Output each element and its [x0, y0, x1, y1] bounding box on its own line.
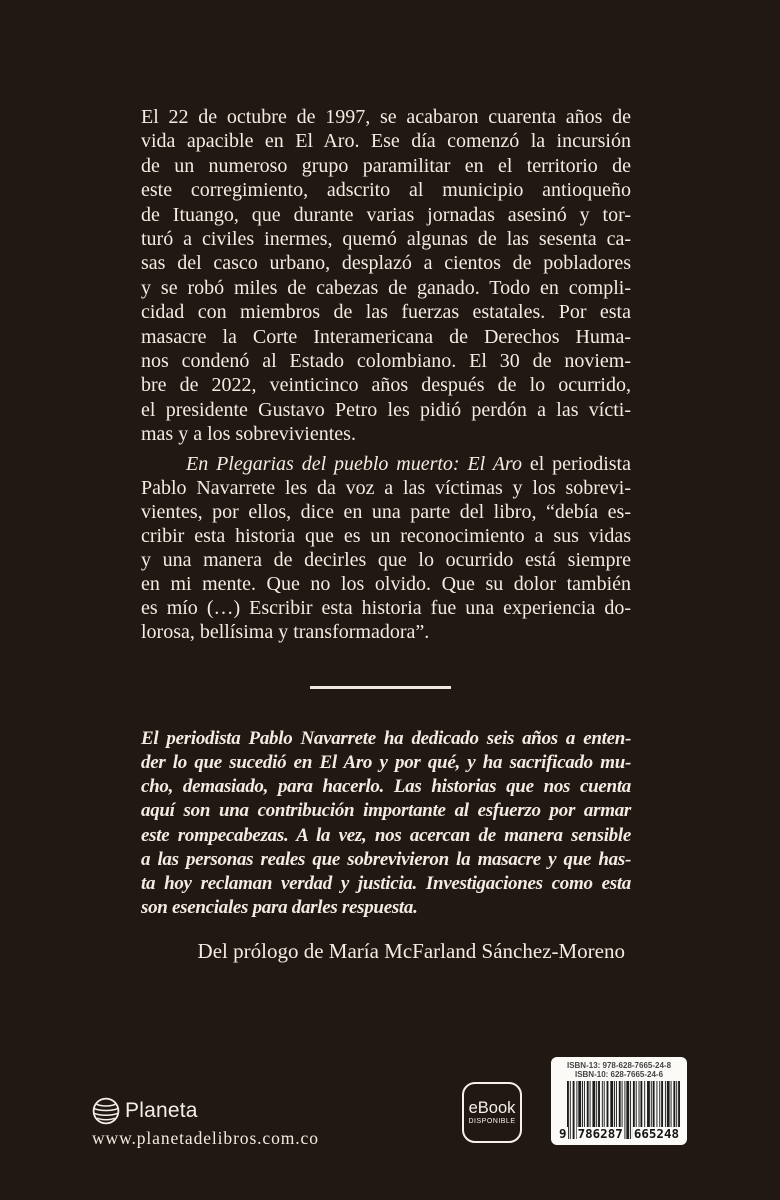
prologue-quote-line: cho, demasiado, para hacerlo. Las historias que nos cuenta: [141, 776, 631, 798]
publisher-logo: [92, 1097, 198, 1125]
synopsis-line: sas del casco urbano, desplazó a cientos de pobladores: [141, 252, 631, 275]
synopsis-line: y se robó miles de cabezas de ganado. Todo en compli-: [141, 276, 631, 299]
book-description-line: lorosa, bellísima y transformadora”.: [141, 621, 430, 643]
book-description-line: vientes, por ellos, dice en una parte del libro, “debía es-: [141, 501, 631, 523]
book-description-line: Pablo Navarrete les da voz a las víctimas y los sobrevi-: [141, 477, 631, 499]
book-description-line: es mío (…) Escribir esta historia fue una experiencia do-: [141, 597, 631, 619]
synopsis-line: de un numeroso grupo paramilitar en el territorio de: [141, 154, 631, 177]
synopsis-line: de Ituango, que durante varias jornadas asesinó y tor-: [141, 203, 631, 226]
synopsis-line: mas y a los sobrevivientes.: [141, 423, 356, 446]
prologue-quote-line: ta hoy reclaman verdad y justicia. Investigaciones como esta: [141, 872, 631, 894]
barcode-digit-group2: 665248: [633, 1126, 679, 1142]
section-divider: [310, 686, 451, 689]
ebook-available-badge: [462, 1082, 522, 1143]
ebook-badge-title: eBook: [468, 1098, 516, 1117]
prologue-quote-line: El periodista Pablo Navarrete ha dedicado seis años a enten-: [141, 728, 631, 749]
isbn13-label: ISBN-13: 978-628-7665-24-8: [566, 1061, 672, 1070]
book-description-line: cribir esta historia que es un reconocimiento a sus vidas: [141, 525, 631, 547]
synopsis-line: masacre la Corte Interamericana de Derechos Huma-: [141, 325, 631, 348]
prologue-quote-line: der lo que sucedió en El Aro y por qué, y ha sacrificado mu-: [141, 752, 631, 774]
prologue-attribution: Del prólogo de María McFarland Sánchez-Moreno: [197, 939, 625, 963]
synopsis-line: turó a civiles inermes, quemó algunas de las sesenta ca-: [141, 228, 631, 251]
synopsis-line: cidad con miembros de las fuerzas estatales. Por esta: [141, 301, 631, 324]
barcode-digit-lead: 9: [559, 1126, 567, 1142]
prologue-quote-line: aquí son una contribución importante al esfuerzo por armar: [141, 800, 631, 822]
book-title-italic: En Plegarias del pueblo muerto: El Aro: [186, 453, 522, 475]
book-description-line-rest: el periodista: [521, 453, 631, 475]
publisher-website: www.planetadelibros.com.co: [92, 1128, 319, 1148]
book-description-line: y una manera de decirles que lo ocurrido está siempre: [141, 549, 631, 571]
synopsis-line: el presidente Gustavo Petro les pidió perdón a las vícti-: [141, 398, 631, 421]
synopsis-line: este corregimiento, adscrito al municipio antioqueño: [141, 179, 631, 202]
publisher-name: Planeta: [125, 1099, 198, 1122]
book-description-line: en mi mente. Que no los olvido. Que su dolor también: [141, 573, 631, 595]
barcode-digits: [558, 1127, 680, 1140]
prologue-quote-line: son esenciales para darles respuesta.: [141, 897, 418, 919]
synopsis-line: nos condenó al Estado colombiano. El 30 de noviem-: [141, 350, 631, 373]
synopsis-line: El 22 de octubre de 1997, se acabaron cuarenta años de: [141, 106, 631, 128]
isbn10-label: ISBN-10: 628-7665-24-6: [574, 1069, 664, 1079]
synopsis-paragraph: [141, 105, 631, 447]
prologue-quote-paragraph: [141, 727, 631, 920]
synopsis-line: vida apacible en El Aro. Ese día comenzó la incursión: [141, 130, 631, 153]
planeta-globe-icon: [92, 1097, 120, 1125]
prologue-quote-line: este rompecabezas. A la vez, nos acercan de manera sensible: [141, 824, 631, 846]
barcode-digit-group1: 786287: [577, 1126, 623, 1142]
book-description-paragraph: [141, 452, 631, 644]
prologue-quote-line: a las personas reales que sobrevivieron la masacre y que has-: [141, 848, 631, 870]
synopsis-line: bre de 2022, veinticinco años después de lo ocurrido,: [141, 374, 631, 397]
isbn-barcode-block: [551, 1057, 687, 1145]
ean-barcode-icon: [558, 1081, 680, 1142]
ebook-badge-subtitle: DISPONIBLE: [468, 1117, 516, 1125]
book-description-line: [141, 452, 631, 476]
